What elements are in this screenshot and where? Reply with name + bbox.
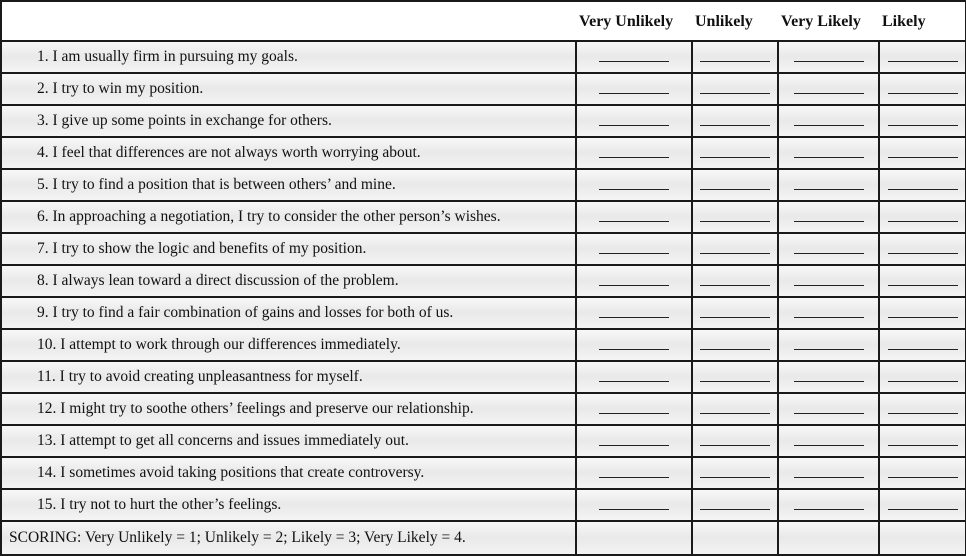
answer-cell-very-likely[interactable] bbox=[778, 425, 879, 457]
table-row bbox=[1, 393, 966, 425]
statement-cell bbox=[1, 329, 576, 361]
answer-blank-line[interactable] bbox=[794, 380, 864, 382]
answer-cell-unlikely[interactable] bbox=[692, 265, 778, 297]
answer-blank-line[interactable] bbox=[700, 188, 770, 190]
answer-cell-likely[interactable] bbox=[879, 105, 966, 137]
answer-cell-likely[interactable] bbox=[879, 457, 966, 489]
statement-cell bbox=[1, 265, 576, 297]
statement-cell bbox=[1, 489, 576, 521]
answer-cell-unlikely[interactable] bbox=[692, 233, 778, 265]
answer-cell-very-unlikely[interactable] bbox=[576, 105, 692, 137]
item-rows bbox=[1, 41, 966, 521]
header-likely: Likely bbox=[879, 1, 966, 41]
answer-blank-line[interactable] bbox=[794, 348, 864, 350]
scoring-text: SCORING: Very Unlikely = 1; Unlikely = 2; Likely = 3; Very Likely = 4. bbox=[9, 529, 466, 546]
table-row bbox=[1, 73, 966, 105]
scoring-cell bbox=[1, 521, 576, 555]
answer-blank-line[interactable] bbox=[888, 60, 958, 62]
statement-cell bbox=[1, 233, 576, 265]
statement-text: 4. I feel that differences are not always worth worrying about. bbox=[37, 144, 421, 161]
answer-cell-likely[interactable] bbox=[879, 169, 966, 201]
answer-cell-unlikely[interactable] bbox=[692, 297, 778, 329]
answer-cell-very-unlikely[interactable] bbox=[576, 233, 692, 265]
answer-blank-line[interactable] bbox=[888, 380, 958, 382]
answer-cell-likely[interactable] bbox=[879, 137, 966, 169]
answer-blank-line[interactable] bbox=[700, 444, 770, 446]
table-row bbox=[1, 489, 966, 521]
answer-cell-very-likely[interactable] bbox=[778, 105, 879, 137]
answer-cell-unlikely[interactable] bbox=[692, 169, 778, 201]
answer-blank-line[interactable] bbox=[599, 124, 669, 126]
answer-cell-unlikely[interactable] bbox=[692, 361, 778, 393]
answer-cell-unlikely[interactable] bbox=[692, 329, 778, 361]
answer-blank-line[interactable] bbox=[599, 188, 669, 190]
header-very-likely: Very Likely bbox=[778, 1, 879, 41]
statement-text: 12. I might try to soothe others’ feelings and preserve our relationship. bbox=[37, 400, 474, 417]
answer-blank-line[interactable] bbox=[700, 284, 770, 286]
statement-cell bbox=[1, 361, 576, 393]
answer-blank-line[interactable] bbox=[700, 412, 770, 414]
answer-cell-very-unlikely[interactable] bbox=[576, 425, 692, 457]
answer-cell-very-likely[interactable] bbox=[778, 265, 879, 297]
answer-blank-line[interactable] bbox=[888, 220, 958, 222]
answer-cell-likely[interactable] bbox=[879, 329, 966, 361]
answer-blank-line[interactable] bbox=[794, 476, 864, 478]
answer-blank-line[interactable] bbox=[794, 92, 864, 94]
answer-cell-very-likely[interactable] bbox=[778, 201, 879, 233]
answer-blank-line[interactable] bbox=[700, 92, 770, 94]
answer-blank-line[interactable] bbox=[794, 60, 864, 62]
scoring-empty-cell bbox=[576, 521, 692, 555]
answer-cell-unlikely[interactable] bbox=[692, 137, 778, 169]
answer-blank-line[interactable] bbox=[700, 220, 770, 222]
table-row bbox=[1, 169, 966, 201]
answer-blank-line[interactable] bbox=[794, 412, 864, 414]
table-row bbox=[1, 425, 966, 457]
header-row bbox=[1, 1, 966, 41]
header-statement bbox=[1, 1, 576, 41]
answer-cell-very-likely[interactable] bbox=[778, 489, 879, 521]
table-row bbox=[1, 297, 966, 329]
answer-blank-line[interactable] bbox=[888, 124, 958, 126]
answer-blank-line[interactable] bbox=[599, 316, 669, 318]
statement-text: 11. I try to avoid creating unpleasantness for myself. bbox=[37, 368, 363, 385]
statement-text: 10. I attempt to work through our differences immediately. bbox=[37, 336, 401, 353]
scoring-empty-cell bbox=[778, 521, 879, 555]
answer-blank-line[interactable] bbox=[700, 252, 770, 254]
statement-text: 2. I try to win my position. bbox=[37, 80, 204, 97]
answer-cell-very-likely[interactable] bbox=[778, 329, 879, 361]
answer-blank-line[interactable] bbox=[599, 348, 669, 350]
answer-cell-very-unlikely[interactable] bbox=[576, 73, 692, 105]
answer-blank-line[interactable] bbox=[888, 252, 958, 254]
answer-cell-likely[interactable] bbox=[879, 41, 966, 73]
answer-cell-unlikely[interactable] bbox=[692, 425, 778, 457]
answer-cell-very-unlikely[interactable] bbox=[576, 201, 692, 233]
answer-blank-line[interactable] bbox=[888, 476, 958, 478]
answer-blank-line[interactable] bbox=[599, 92, 669, 94]
statement-cell bbox=[1, 41, 576, 73]
table-row bbox=[1, 233, 966, 265]
answer-cell-very-unlikely[interactable] bbox=[576, 361, 692, 393]
scoring-empty-cell bbox=[692, 521, 778, 555]
statement-cell bbox=[1, 73, 576, 105]
answer-cell-very-likely[interactable] bbox=[778, 169, 879, 201]
answer-cell-very-unlikely[interactable] bbox=[576, 457, 692, 489]
table-row bbox=[1, 201, 966, 233]
answer-cell-very-likely[interactable] bbox=[778, 233, 879, 265]
answer-blank-line[interactable] bbox=[700, 380, 770, 382]
statement-cell bbox=[1, 169, 576, 201]
answer-blank-line[interactable] bbox=[599, 476, 669, 478]
answer-cell-very-unlikely[interactable] bbox=[576, 393, 692, 425]
answer-cell-likely[interactable] bbox=[879, 201, 966, 233]
answer-cell-likely[interactable] bbox=[879, 489, 966, 521]
statement-text: 15. I try not to hurt the other’s feelings. bbox=[37, 496, 282, 513]
answer-cell-unlikely[interactable] bbox=[692, 73, 778, 105]
answer-cell-very-unlikely[interactable] bbox=[576, 137, 692, 169]
answer-cell-likely[interactable] bbox=[879, 297, 966, 329]
table-row bbox=[1, 265, 966, 297]
statement-text: 6. In approaching a negotiation, I try to consider the other person’s wishes. bbox=[37, 208, 501, 225]
answer-blank-line[interactable] bbox=[888, 348, 958, 350]
table-row bbox=[1, 457, 966, 489]
answer-blank-line[interactable] bbox=[700, 156, 770, 158]
answer-blank-line[interactable] bbox=[794, 284, 864, 286]
answer-cell-unlikely[interactable] bbox=[692, 457, 778, 489]
table-row bbox=[1, 361, 966, 393]
answer-blank-line[interactable] bbox=[794, 252, 864, 254]
answer-cell-very-unlikely[interactable] bbox=[576, 297, 692, 329]
answer-blank-line[interactable] bbox=[700, 508, 770, 510]
answer-blank-line[interactable] bbox=[599, 156, 669, 158]
answer-blank-line[interactable] bbox=[794, 188, 864, 190]
table-row bbox=[1, 329, 966, 361]
answer-cell-very-likely[interactable] bbox=[778, 41, 879, 73]
statement-text: 14. I sometimes avoid taking positions that create controversy. bbox=[37, 464, 425, 481]
statement-cell bbox=[1, 425, 576, 457]
answer-cell-very-unlikely[interactable] bbox=[576, 489, 692, 521]
answer-blank-line[interactable] bbox=[599, 284, 669, 286]
answer-cell-unlikely[interactable] bbox=[692, 105, 778, 137]
scoring-empty-cell bbox=[879, 521, 966, 555]
answer-blank-line[interactable] bbox=[888, 412, 958, 414]
answer-blank-line[interactable] bbox=[700, 60, 770, 62]
answer-blank-line[interactable] bbox=[888, 284, 958, 286]
answer-blank-line[interactable] bbox=[794, 220, 864, 222]
answer-blank-line[interactable] bbox=[888, 508, 958, 510]
answer-cell-very-likely[interactable] bbox=[778, 73, 879, 105]
answer-cell-very-unlikely[interactable] bbox=[576, 169, 692, 201]
answer-cell-unlikely[interactable] bbox=[692, 41, 778, 73]
statement-cell bbox=[1, 457, 576, 489]
answer-blank-line[interactable] bbox=[888, 156, 958, 158]
statement-cell bbox=[1, 297, 576, 329]
statement-text: 3. I give up some points in exchange for others. bbox=[37, 112, 332, 129]
statement-text: 7. I try to show the logic and benefits of my position. bbox=[37, 240, 367, 257]
statement-text: 9. I try to find a fair combination of gains and losses for both of us. bbox=[37, 304, 454, 321]
statement-cell bbox=[1, 105, 576, 137]
answer-blank-line[interactable] bbox=[700, 316, 770, 318]
answer-cell-very-unlikely[interactable] bbox=[576, 41, 692, 73]
answer-cell-likely[interactable] bbox=[879, 265, 966, 297]
scoring-row bbox=[1, 521, 966, 555]
answer-cell-unlikely[interactable] bbox=[692, 489, 778, 521]
answer-blank-line[interactable] bbox=[599, 508, 669, 510]
answer-blank-line[interactable] bbox=[700, 476, 770, 478]
statement-cell bbox=[1, 393, 576, 425]
statement-text: 13. I attempt to get all concerns and issues immediately out. bbox=[37, 432, 409, 449]
header-unlikely: Unlikely bbox=[692, 1, 778, 41]
answer-cell-unlikely[interactable] bbox=[692, 201, 778, 233]
answer-cell-unlikely[interactable] bbox=[692, 393, 778, 425]
answer-cell-very-unlikely[interactable] bbox=[576, 329, 692, 361]
answer-cell-likely[interactable] bbox=[879, 73, 966, 105]
answer-cell-very-unlikely[interactable] bbox=[576, 265, 692, 297]
answer-blank-line[interactable] bbox=[700, 348, 770, 350]
answer-cell-very-likely[interactable] bbox=[778, 393, 879, 425]
answer-blank-line[interactable] bbox=[599, 380, 669, 382]
answer-blank-line[interactable] bbox=[794, 156, 864, 158]
answer-blank-line[interactable] bbox=[888, 316, 958, 318]
header-very-unlikely: Very Unlikely bbox=[576, 1, 692, 41]
answer-blank-line[interactable] bbox=[794, 508, 864, 510]
answer-blank-line[interactable] bbox=[700, 124, 770, 126]
table-row bbox=[1, 105, 966, 137]
answer-cell-likely[interactable] bbox=[879, 393, 966, 425]
statement-text: 1. I am usually firm in pursuing my goals. bbox=[37, 48, 298, 65]
statement-cell bbox=[1, 201, 576, 233]
answer-blank-line[interactable] bbox=[794, 316, 864, 318]
answer-cell-very-likely[interactable] bbox=[778, 457, 879, 489]
answer-blank-line[interactable] bbox=[794, 444, 864, 446]
answer-blank-line[interactable] bbox=[599, 444, 669, 446]
answer-blank-line[interactable] bbox=[794, 124, 864, 126]
answer-cell-very-likely[interactable] bbox=[778, 361, 879, 393]
table-row bbox=[1, 41, 966, 73]
answer-cell-likely[interactable] bbox=[879, 233, 966, 265]
answer-cell-very-likely[interactable] bbox=[778, 297, 879, 329]
answer-blank-line[interactable] bbox=[599, 220, 669, 222]
answer-cell-very-likely[interactable] bbox=[778, 137, 879, 169]
answer-cell-likely[interactable] bbox=[879, 361, 966, 393]
statement-cell bbox=[1, 137, 576, 169]
answer-blank-line[interactable] bbox=[888, 188, 958, 190]
answer-blank-line[interactable] bbox=[599, 252, 669, 254]
answer-blank-line[interactable] bbox=[888, 444, 958, 446]
answer-blank-line[interactable] bbox=[599, 412, 669, 414]
answer-blank-line[interactable] bbox=[599, 60, 669, 62]
table-row bbox=[1, 137, 966, 169]
answer-cell-likely[interactable] bbox=[879, 425, 966, 457]
statement-text: 5. I try to find a position that is between others’ and mine. bbox=[37, 176, 396, 193]
answer-blank-line[interactable] bbox=[888, 92, 958, 94]
statement-text: 8. I always lean toward a direct discussion of the problem. bbox=[37, 272, 399, 289]
